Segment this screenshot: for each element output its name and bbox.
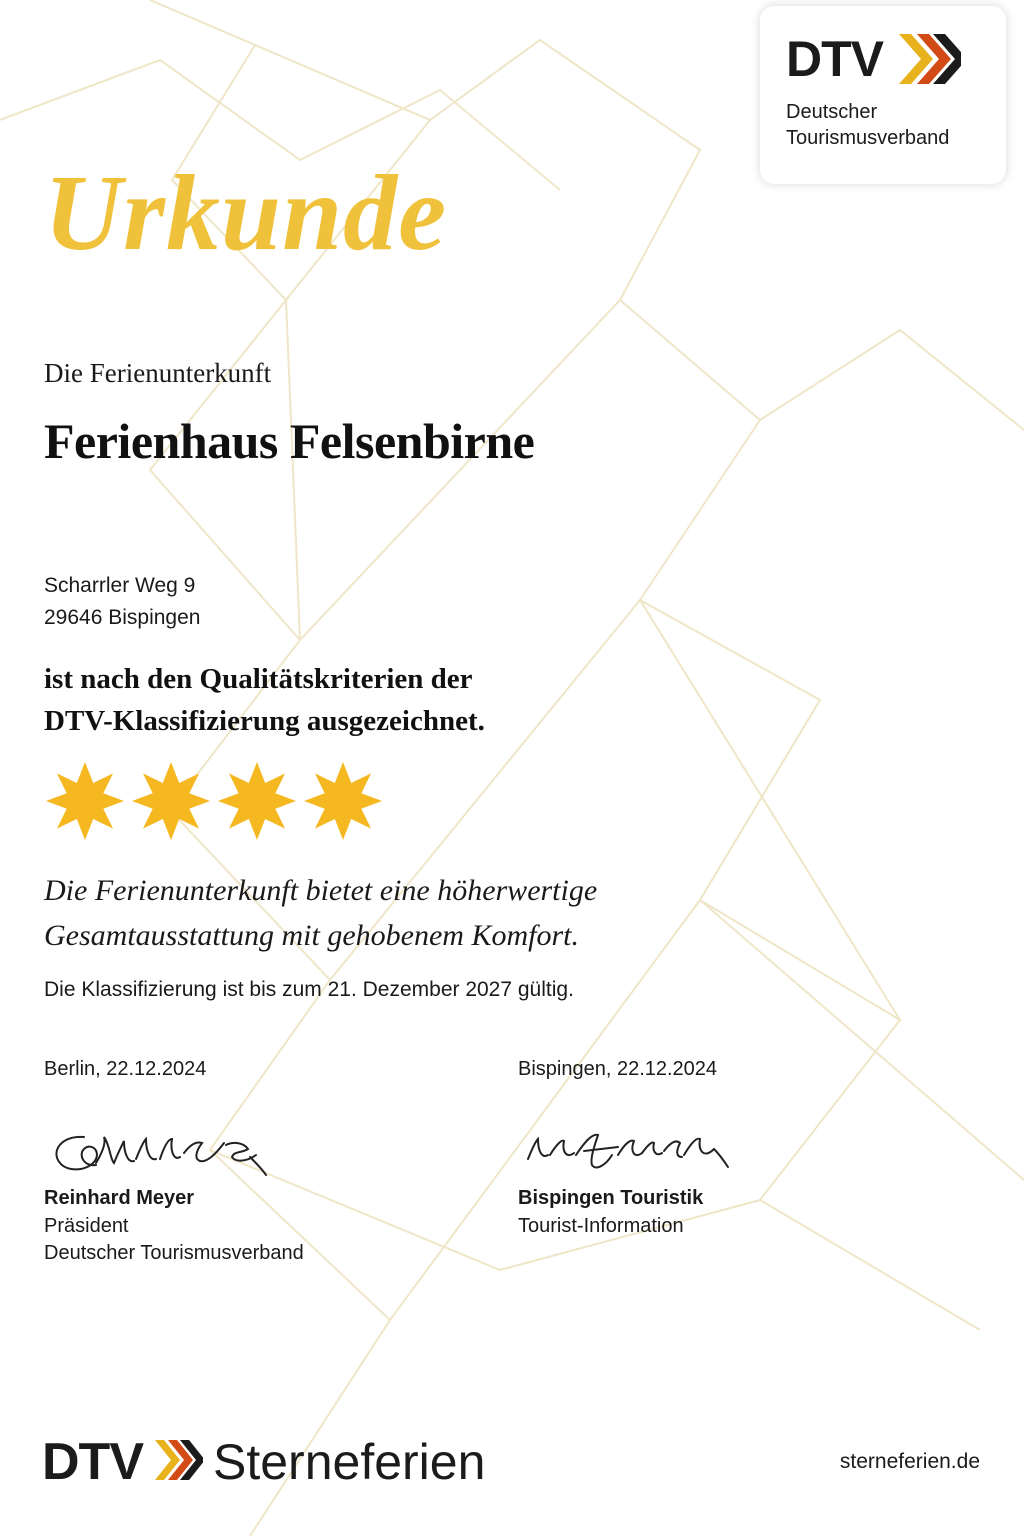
star-icon	[132, 762, 210, 840]
signature-role-2: Deutscher Tourismusverband	[44, 1242, 304, 1264]
description-line-1: Die Ferienunterkunft bietet eine höherwertige	[44, 874, 598, 907]
signature-name: Reinhard Meyer	[44, 1187, 195, 1209]
footer-brand-word: Sterneferien	[213, 1434, 486, 1490]
star-rating	[46, 762, 382, 840]
certification-statement	[44, 658, 485, 742]
dtv-badge-subtitle-line2: Tourismusverband	[786, 126, 950, 149]
accommodation-address	[44, 570, 200, 633]
footer-logo	[42, 1433, 486, 1491]
lead-text: Die Ferienunterkunft	[44, 358, 272, 388]
statement-line-2: DTV-Klassifizierung ausgezeichnet.	[44, 705, 485, 738]
dtv-badge-wordmark: DTV	[786, 31, 883, 87]
signature-place-date: Bispingen, 22.12.2024	[518, 1058, 718, 1080]
star-icon	[46, 762, 124, 840]
validity-text: Die Klassifizierung ist bis zum 21. Dezember 2027 gültig.	[44, 978, 574, 1001]
statement-line-1: ist nach den Qualitätskriterien der	[44, 663, 473, 695]
signature-role-1: Präsident	[44, 1215, 129, 1237]
page-title: Urkunde	[44, 154, 448, 273]
signature-image	[44, 1125, 304, 1181]
address-line-2: 29646 Bispingen	[44, 605, 201, 629]
signature-role-1: Tourist-Information	[518, 1215, 684, 1237]
signature-place-date: Berlin, 22.12.2024	[44, 1058, 207, 1080]
footer-chevrons-icon	[153, 1438, 203, 1487]
signature-block-right	[518, 1058, 738, 1240]
dtv-badge-subtitle-line1: Deutscher	[786, 101, 878, 123]
signature-image	[518, 1125, 738, 1181]
star-icon	[304, 762, 382, 840]
rating-description	[44, 868, 597, 958]
address-line-1: Scharrler Weg 9	[44, 574, 196, 597]
signature-name: Bispingen Touristik	[518, 1187, 704, 1209]
footer-url: sterneferien.de	[839, 1450, 980, 1473]
signature-block-left	[44, 1058, 304, 1267]
description-line-2: Gesamtausstattung mit gehobenem Komfort.	[44, 919, 579, 952]
accommodation-name: Ferienhaus Felsenbirne	[44, 413, 535, 469]
star-icon	[218, 762, 296, 840]
dtv-badge	[760, 6, 1006, 184]
dtv-badge-top	[786, 32, 988, 86]
dtv-badge-subtitle	[786, 100, 988, 151]
footer-dtv-wordmark: DTV	[42, 1433, 143, 1491]
dtv-chevrons-icon	[897, 32, 961, 86]
